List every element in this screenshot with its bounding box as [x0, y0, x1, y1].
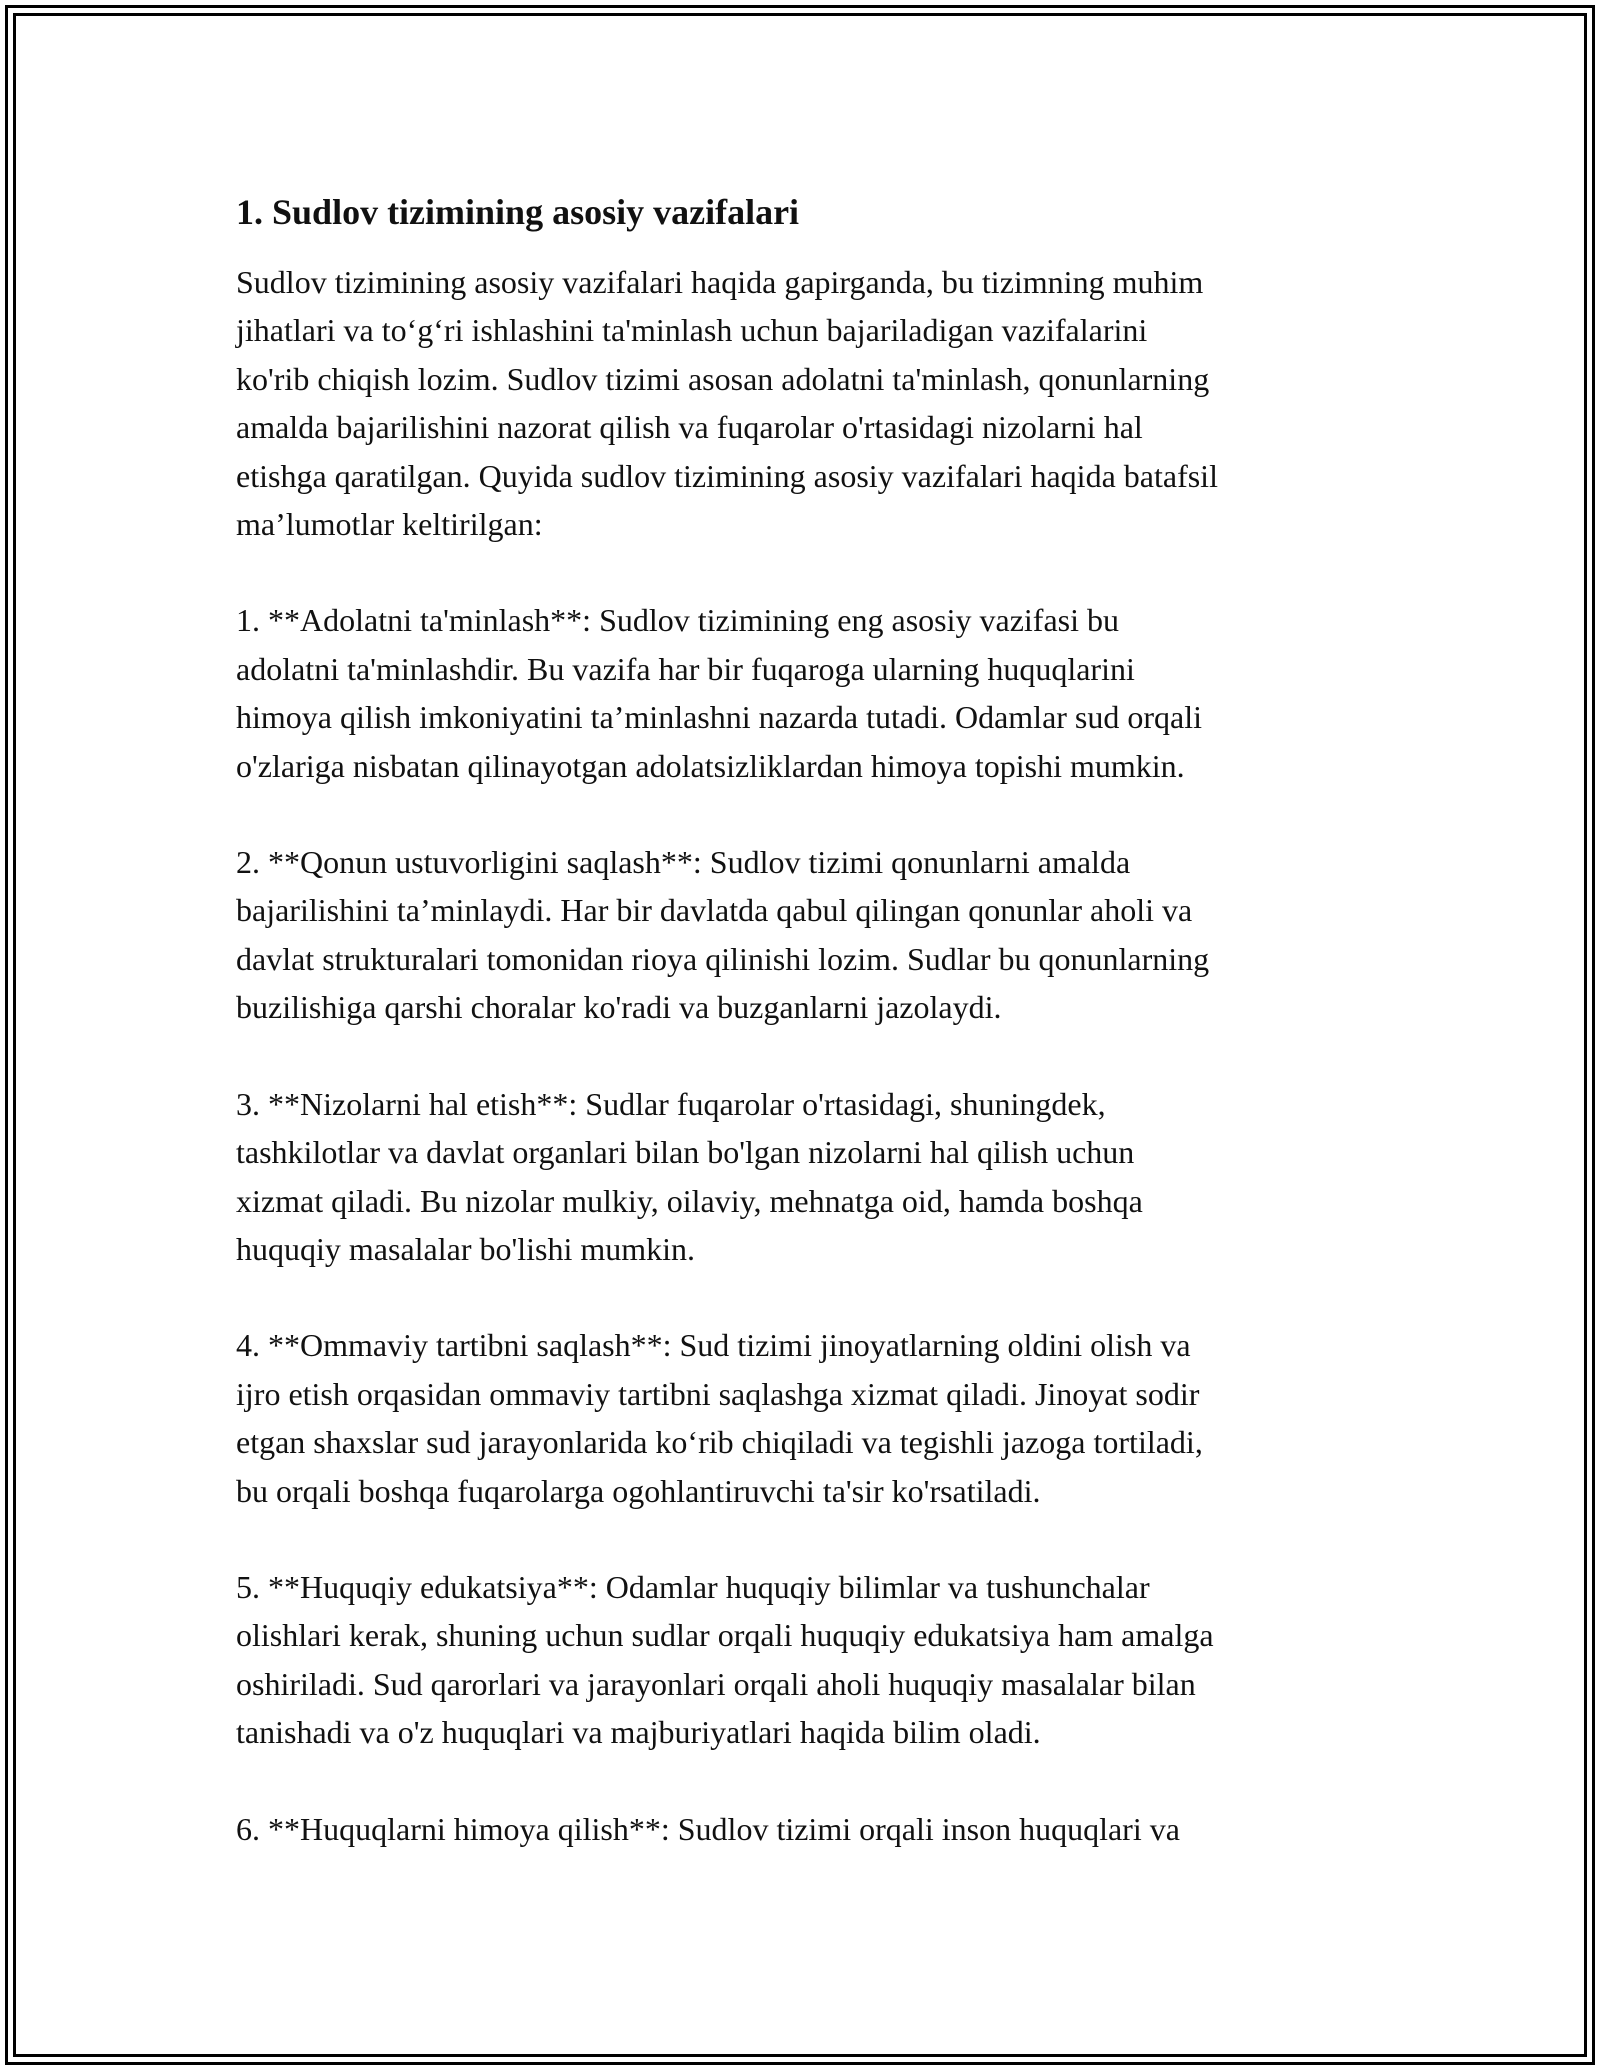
list-item-nizolar: 3. **Nizolarni hal etish**: Sudlar fuqarolar o'rtasidagi, shuningdek, tashkilotlar va davlat organlari bilan bo'lgan nizolarni hal qilish uchun xizmat qiladi. Bu nizolar mulkiy, oilaviy, mehnatga oid, hamda boshqa huquqiy masalalar bo'lishi mumkin. — [236, 1085, 1143, 1267]
list-item-huquqlar: 6. **Huquqlarni himoya qilish**: Sudlov tizimi orqali inson huquqlari va — [236, 1810, 1180, 1847]
section-heading: 1. Sudlov tizimining asosiy vazifalari — [236, 192, 800, 232]
list-item-qonun: 2. **Qonun ustuvorligini saqlash**: Sudlov tizimi qonunlarni amalda bajarilishini ta’minlaydi. Har bir davlatda qabul qilingan qonunlar aholi va davlat strukturalari tomonidan rioya qilinishi lozim. Sudlar bu qonunlarning buzilishiga qarshi choralar ko'radi va buzganlarni jazolaydi. — [236, 844, 1210, 1026]
document-page — [236, 186, 1366, 1901]
list-item-tartib: 4. **Ommaviy tartibni saqlash**: Sud tizimi jinoyatlarning oldini olish va ijro etish orqasidan ommaviy tartibni saqlashga xizmat qiladi. Jinoyat sodir etgan shaxslar sud jarayonlarida ko‘rib chiqiladi va tegishli jazoga tortiladi, bu orqali boshqa fuqarolarga ogohlantiruvchi ta'sir ko'rsatiladi. — [236, 1327, 1203, 1509]
list-item-adolat: 1. **Adolatni ta'minlash**: Sudlov tizimining eng asosiy vazifasi bu adolatni ta'minlashdir. Bu vazifa har bir fuqaroga ularning huquqlarini himoya qilish imkoniyatini ta’minlashni nazarda tutadi. Odamlar sud orqali o'zlariga nisbatan qilinayotgan adolatsizliklardan himoya topishi mumkin. — [236, 602, 1203, 784]
list-item-edukatsiya: 5. **Huquqiy edukatsiya**: Odamlar huquqiy bilimlar va tushunchalar olishlari kerak, shuning uchun sudlar orqali huquqiy edukatsiya ham amalga oshiriladi. Sud qarorlari va jarayonlari orqali aholi huquqiy masalalar bilan tanishadi va o'z huquqlari va majburiyatlari haqida bilim oladi. — [236, 1568, 1214, 1751]
intro-paragraph: Sudlov tizimining asosiy vazifalari haqida gapirganda, bu tizimning muhim jihatlari va to‘g‘ri ishlashini ta'minlash uchun bajariladigan vazifalarini ko'rib chiqish lozim. Sudlov tizimi asosan adolatni ta'minlash, qonunlarning amalda bajarilishini nazorat qilish va fuqarolar o'rtasidagi nizolarni hal etishga qaratilgan. Quyida sudlov tizimining asosiy vazifalari haqida batafsil ma’lumotlar keltirilgan: — [236, 264, 1218, 543]
